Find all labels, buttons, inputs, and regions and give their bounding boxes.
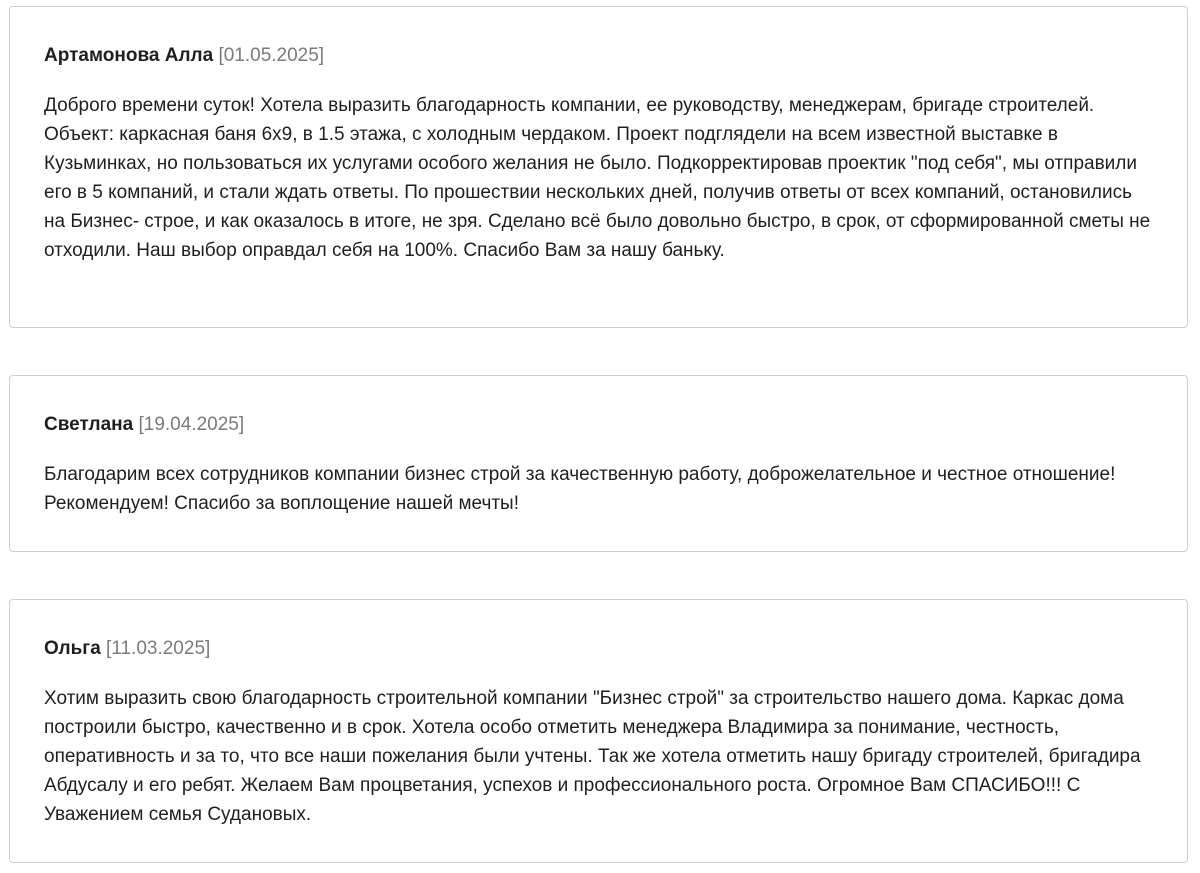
review-author: Светлана bbox=[44, 414, 134, 435]
review-header bbox=[44, 637, 1153, 661]
review-card bbox=[9, 6, 1188, 328]
review-text: Хотим выразить свою благодарность строительной компании "Бизнес строй" за строительство нашего дома. Каркас дома построили быстро, качественно и в срок. Хотела особо отметить менеджера Владимира за понимание, честность, оперативность и за то, что все наши пожелания были учтены. Так же хотела отметить нашу бригаду строителей, бригадира Абдусалу и его ребят. Желаем Вам процветания, успехов и профессионального роста. Огромное Вам СПАСИБО!!! С Уважением семья Судановых. bbox=[44, 688, 1141, 825]
review-card bbox=[9, 375, 1188, 552]
review-card bbox=[9, 599, 1188, 863]
review-date: [01.05.2025] bbox=[218, 45, 325, 66]
review-date: [11.03.2025] bbox=[106, 638, 211, 659]
review-date: [19.04.2025] bbox=[138, 414, 245, 435]
review-text: Доброго времени суток! Хотела выразить благодарность компании, ее руководству, менеджерам, бригаде строителей. Объект: каркасная баня 6х9, в 1.5 этажа, с холодным чердаком. Проект подглядели на всем известной выставке в Кузьминках, но пользоваться их услугами особого желания не было. Подкорректировав проектик "под себя", мы отправили его в 5 компаний, и стали ждать ответы. По прошествии нескольких дней, получив ответы от всех компаний, остановились на Бизнес- строе, и как оказалось в итоге, не зря. Сделано всё было довольно быстро, в срок, от сформированной сметы не отходили. Наш выбор оправдал себя на 100%. Спасибо Вам за нашу баньку. bbox=[44, 95, 1151, 261]
review-header bbox=[44, 44, 1153, 68]
review-author: Ольга bbox=[44, 638, 101, 659]
review-author: Артамонова Алла bbox=[44, 45, 214, 66]
review-header bbox=[44, 413, 1153, 437]
review-text: Благодарим всех сотрудников компании бизнес строй за качественную работу, доброжелательное и честное отношение! Рекомендуем! Спасибо за воплощение нашей мечты! bbox=[44, 464, 1116, 514]
